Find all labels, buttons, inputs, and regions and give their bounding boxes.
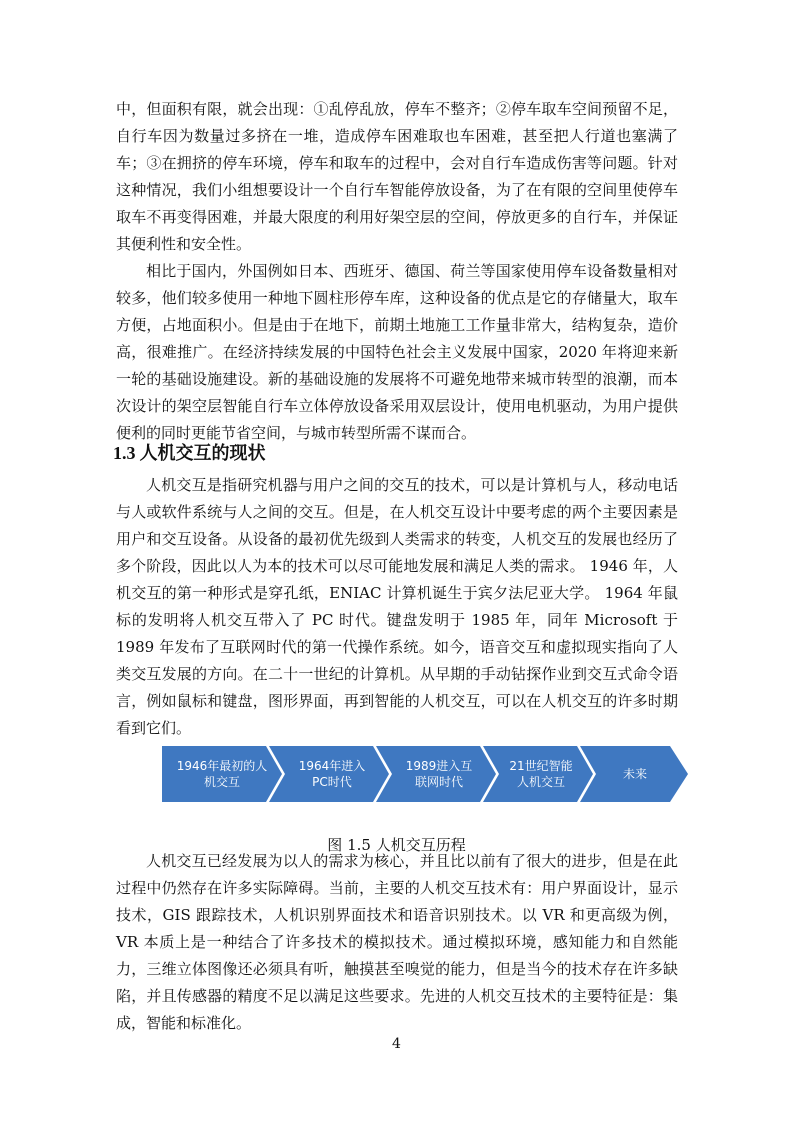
body-text-mid (116, 472, 678, 742)
body-text-top (116, 96, 678, 447)
section-title: 人机交互的现状 (139, 443, 266, 464)
paragraph-foreign-comparison: 相比于国内，外国例如日本、西班牙、德国、荷兰等国家使用停车设备数量相对较多，他们较多使用一种地下圆柱形停车库，这种设备的优点是它的存储量大，取车方便，占地面积小。但是由于在地下，前期土地施工工作量非常大，结构复杂，造价高，很难推广。在经济持续发展的中国特色社会主义发展中国家，2020 年将迎来新一轮的基础设施建设。新的基础设施的发展将不可避免地带来城市转型的浪潮，而本次设计的架空层智能自行车立体停放设备采用双层设计，使用电机驱动，为用户提供便利的同时更能节省空间，与城市转型所需不谋而合。 (116, 262, 678, 442)
page-number: 4 (392, 1036, 401, 1052)
paragraph-hci-history: 人机交互是指研究机器与用户之间的交互的技术，可以是计算机与人，移动电话与人或软件系统与人之间的交互。但是，在人机交互设计中要考虑的两个主要因素是用户和交互设备。从设备的最初优先级到人类需求的转变，人机交互的发展也经历了多个阶段，因此以人为本的技术可以尽可能地发展和满足人类的需求。 1946 年，人机交互的第一种形式是穿孔纸，ENIAC 计算机诞生于宾夕法尼亚大学。 1964 年鼠标的发明将人机交互带入了 PC 时代。键盘发明于 1985 年，同年 Microsoft 于 1989 年发布了互联网时代的第一代操作系统。如今，语音交互和虚拟现实指向了人类交互发展的方向。在二十一世纪的计算机。从早期的手动钻探作业到交互式命令语言，例如鼠标和键盘，图形界面，再到智能的人机交互，可以在人机交互的许多时期看到它们。 (116, 476, 678, 737)
timeline-stage-5-label: 未来 (622, 767, 647, 781)
timeline-stage-1-label: 1946年最初的人 机交互 (176, 759, 268, 789)
timeline-stage-3-label: 1989进入互 联网时代 (405, 759, 473, 789)
hci-timeline-diagram (162, 746, 688, 802)
paragraph-hci-technologies: 人机交互已经发展为以人的需求为核心，并且比以前有了很大的进步，但是在此过程中仍然存在许多实际障碍。当前，主要的人机交互技术有：用户界面设计，显示技术，GIS 跟踪技术，人机识别界面技术和语音识别技术。以 VR 和更高级为例，VR 本质上是一种结合了许多技术的模拟技术。通过模拟环境，感知能力和自然能力，三维立体图像还必须具有听，触摸甚至嗅觉的能力，但是当今的技术存在许多缺陷，并且传感器的精度不足以满足这些要求。先进的人机交互技术的主要特征是：集成，智能和标准化。 (116, 852, 678, 1032)
timeline-stage-4-label: 21世纪智能 人机交互 (509, 759, 573, 789)
section-heading (113, 440, 266, 467)
body-text-bottom (116, 848, 678, 1037)
timeline-stage-2-label: 1964年进入 PC时代 (298, 759, 366, 789)
paragraph-continued: 中，但面积有限，就会出现：①乱停乱放，停车不整齐；②停车取车空间预留不足，自行车因为数量过多挤在一堆，造成停车困难取也车困难，甚至把人行道也塞满了车；③在拥挤的停车环境，停车和取车的过程中，会对自行车造成伤害等问题。针对这种情况，我们小组想要设计一个自行车智能停放设备，为了在有限的空间里使停车取车不再变得困难，并最大限度的利用好架空层的空间，停放更多的自行车，并保证其便利性和安全性。 (116, 100, 678, 253)
section-number: 1.3 (113, 443, 136, 463)
figure-caption: 图 1.5 人机交互历程 (327, 836, 466, 854)
